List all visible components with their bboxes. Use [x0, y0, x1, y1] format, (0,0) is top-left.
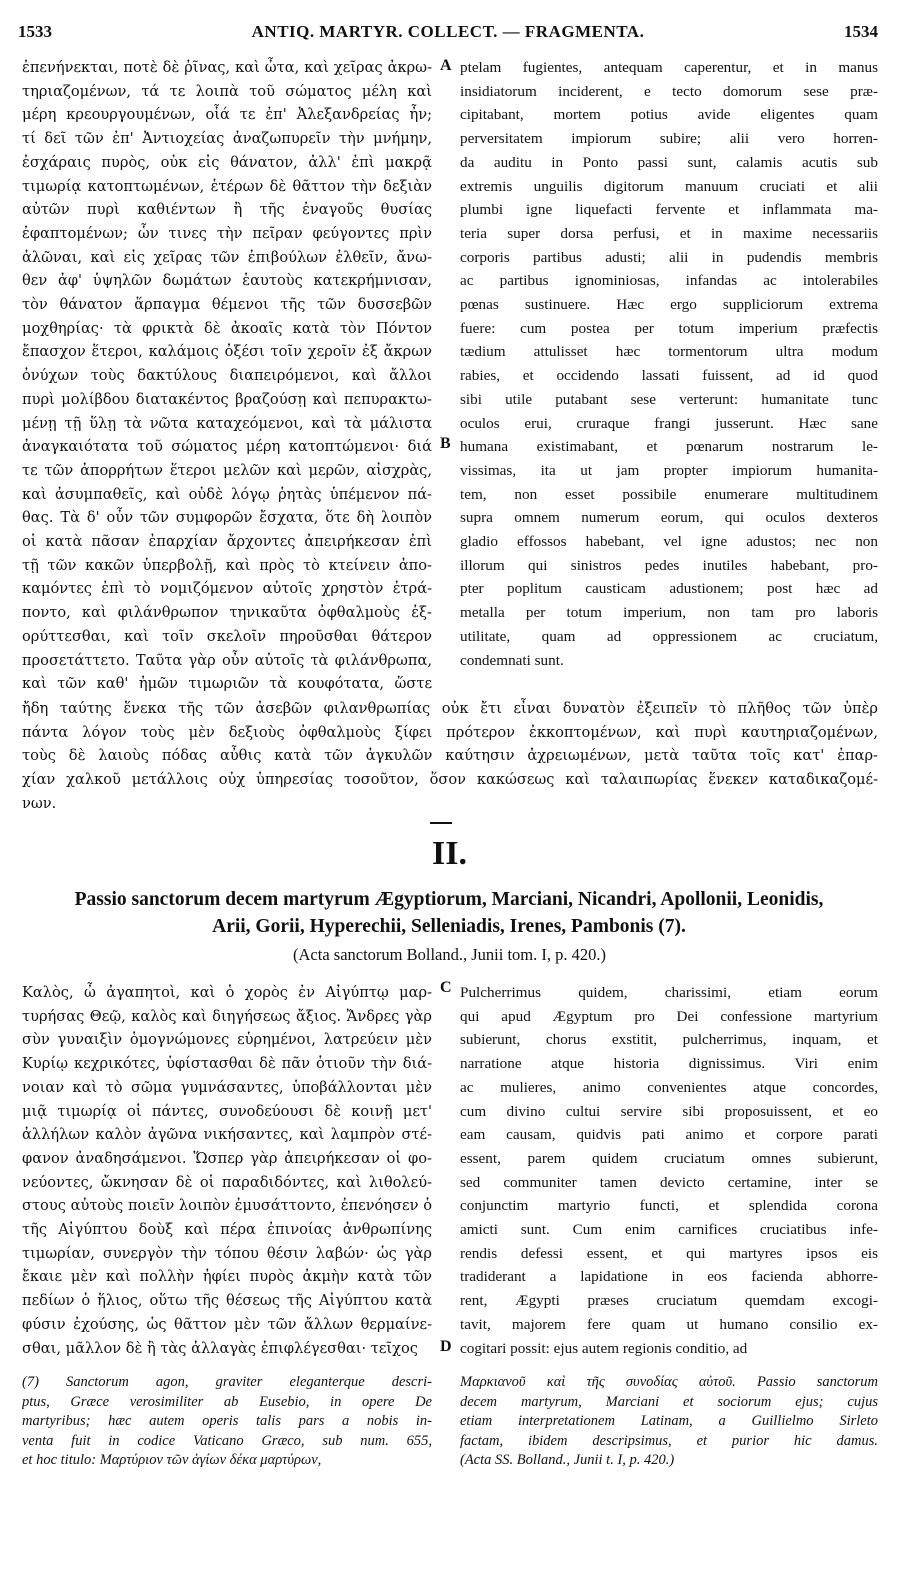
- right-page-number: 1534: [844, 22, 878, 41]
- text-line: condemnati sunt.: [460, 651, 564, 669]
- text-line: προσετάττετο. Ταῦτα γὰρ οὖν αὐτοῖς τὰ φιλάνθρωπα,: [22, 651, 432, 669]
- text-line: ὀνύχων τοὺς δακτύλους διαπειρόμενοι, καὶ ἄλλοι: [22, 367, 432, 385]
- text-line: utilitate, quam ad oppressionem ac cruciatum,: [460, 627, 878, 645]
- text-line: πάντα λόγον τοὺς μὲν δεξιοὺς ὀφθαλμοὺς ξίφει πρότερον ἐκκοπτομένων, καὶ πυρὶ καυτηριαζομένων,: [22, 723, 878, 741]
- text-line: pœnas sustinuere. Hæc ergo suppliciorum extrema: [460, 296, 878, 314]
- text-line: θεν ἀφ' ὑψηλῶν δωμάτων ἑαυτοὺς κατεκρήμνισαν,: [22, 272, 432, 290]
- text-line: τοὺς δὲ λαιοὺς πόδας αὖθις κατὰ τῶν ἀγκυλῶν καύτησιν ἀχρειωμένων, μετὰ ταῦτα τοῖς κατ' ἐπαρ-: [22, 747, 878, 765]
- text-line: qui apud Ægyptum pro Dei confessione martyrium: [460, 1007, 878, 1025]
- text-line: ἔπασχον ἕτεροι, καλάμοις ὀξέσι τοῖν χεροῖν ἐξ ἄκρων: [22, 343, 432, 361]
- section1-greek-column: [22, 56, 432, 696]
- text-line: ac mulieres, animo convenientes atque concordes,: [460, 1078, 878, 1096]
- left-page-number: 1533: [18, 22, 52, 41]
- section-numeral: II.: [432, 835, 467, 872]
- text-line: ἀναγκαιότατα τοῦ σώματος μέρη κατοπτώμενοι· διά: [22, 438, 432, 456]
- text-line: subierunt, chorus exstitit, pulcherrimus, inquam, et: [460, 1031, 878, 1049]
- text-line: Pulcherrimus quidem, charissimi, etiam eorum: [460, 984, 878, 1001]
- section2-latin-column: [460, 981, 878, 1360]
- text-line: τιμωρίαν, συνεργὸν τὴν τόπου θέσιν λαβών· ὡς γὰρ: [22, 1244, 432, 1262]
- footnote-line: Μαρκιανοῦ καὶ τῆς συνοδίας αὐτοῦ. Passio sanctorum: [460, 1374, 878, 1390]
- text-line: αὐτῶν πυρὶ καθιέντων ἢ τῆς ἐναγοῦς θυσίας: [22, 201, 432, 219]
- text-line: vissimas, ita ut jam propter impiorum humanita-: [460, 461, 878, 479]
- text-line: extremis unguilis digitorum manuum cruciati et alii: [460, 177, 878, 195]
- text-line: ptelam fugientes, antequam caperentur, et in manus: [460, 59, 878, 76]
- text-line: oculos erui, cruraque frangi jusserunt. Hæc sane: [460, 414, 878, 432]
- margin-marker-d: D: [440, 1338, 452, 1355]
- footnote-line: venta fuit in codice Vaticano Græco, sub num. 655,: [22, 1432, 432, 1449]
- text-line: perversitatem impiorum subire; alii vero horren-: [460, 130, 878, 148]
- text-line: amicti sunt. Cum enim carnifices cruciatibus infe-: [460, 1221, 878, 1239]
- text-line: sibi utile putabant sese verterunt: humanitate tunc: [460, 390, 878, 408]
- margin-marker-c: C: [440, 979, 452, 996]
- text-line: sed communiter tamen devicto certamine, inter se: [460, 1173, 878, 1191]
- text-line: eam causam, quidvis pati animo et corpore parati: [460, 1126, 878, 1144]
- text-line: τὸν θάνατον ἅρπαγμα θέμενοι τῆς τῶν δυσσεβῶν: [22, 296, 432, 314]
- section2-greek-column: [22, 981, 432, 1360]
- text-line: tædium attulisset hæc tormentorum ultra modum: [460, 343, 878, 361]
- running-header: [18, 22, 878, 48]
- text-line: φύσιν ἐχούσης, ὡς θᾶττον μὲν τῶν ἄλλων θερμαίνε-: [22, 1315, 432, 1333]
- text-line: Κυρίῳ κεχρικότες, ὑφίστασθαι δὲ πᾶν ὁτιοῦν τὴν διά-: [22, 1055, 432, 1073]
- text-line: gladio effossos habebant, vel igne adustos; nec non: [460, 533, 878, 551]
- text-line: φανον ἀναδησάμενοι. Ὥσπερ γὰρ ἀπειρήκεσαν οἱ φο-: [22, 1149, 432, 1167]
- text-line: οἱ κατὰ πᾶσαν ἐπαρχίαν ἄρχοντες ἀπειρήκεσαν ἐπὶ: [22, 533, 432, 551]
- text-line: μοχθηρίας· τὰ φρικτὰ δὲ ἀκοαῖς κατὰ τὸν Πόντον: [22, 319, 432, 337]
- text-line: humana existimabant, et pœnarum nostrarum le-: [460, 438, 878, 456]
- footnote-right: [460, 1373, 878, 1471]
- margin-marker-a: A: [440, 57, 452, 74]
- footnote-line: ptus, Græce verosimiliter ab Eusebio, in opere De: [22, 1393, 432, 1410]
- text-line: metalla per totum imperium, non tam pro laboris: [460, 604, 878, 622]
- text-line: καὶ ἀσυμπαθεῖς, καὶ οὐδὲ λόγῳ ῥητὰς ὑπέμενον πά-: [22, 485, 432, 503]
- text-line: μέρη κρεουργουμένων, οἷά τε ἐπ' Ἀλεξανδρείας ἦν;: [22, 106, 432, 124]
- footnote-line: decem martyrum, Marciani et sociorum ejus; cujus: [460, 1393, 878, 1410]
- text-line: cogitari possit: ejus autem regionis conditio, ad: [460, 1339, 748, 1357]
- text-line: plumbi igne liquefacti fervente et inflammata ma-: [460, 201, 878, 219]
- text-line: τε τῶν ἀπορρήτων ἕτεροι μελῶν καὶ μερῶν, αἰσχρὰς,: [22, 461, 432, 479]
- section-title-line-2: Arii, Gorii, Hyperechii, Selleniadis, Irenes, Pambonis (7).: [212, 916, 686, 937]
- text-line: καμόντες ἐπὶ τὸ νομιζόμενον αὐτοῖς χρηστὸν ἐτρά-: [22, 580, 432, 598]
- text-line: σὺν γυναιξὶν ὁμογνώμονες εὑρημένοι, λατρεύειν μὲν: [22, 1031, 432, 1049]
- text-line: καὶ τῶν καθ' ἡμῶν τιμωριῶν τὰ κουφότατα, ὥστε: [22, 675, 432, 693]
- text-line: χίαν χαλκοῦ μετάλλοις οὐχ ὑπηρεσίας τοσοῦτον, ὅσον κακώσεως καὶ ταλαιπωρίας ἕνεκεν καταδικαζομέ-: [22, 771, 878, 789]
- text-line: conjunctim martyrio functi, et splendida corona: [460, 1197, 878, 1215]
- text-line: σθαι, μᾶλλον δὲ ἢ τὰς ἀλλαγὰς ἐπιφλέγεσθαι· τεῖχος: [22, 1339, 418, 1357]
- text-line: μιᾷ τιμωρίᾳ οἱ πάντες, συνοδεύουσι δὲ κοινῇ μετ': [22, 1102, 432, 1120]
- text-line: narratione atque historia dignissimus. Viri enim: [460, 1055, 878, 1073]
- text-line: rabies, et occidendo lassati fuissent, ad id quod: [460, 367, 878, 385]
- text-line: τυρήσας Θεῷ, καλὸς καὶ διηγήσεως ἄξιος. Ἄνδρες γὰρ: [22, 1007, 432, 1025]
- text-line: τί δεῖ τῶν ἐπ' Ἀντιοχείας ἀναζωπυρεῖν τὴν μνήμην,: [22, 130, 432, 148]
- text-line: pter poplitum causticam adustionem; post hæc ad: [460, 580, 878, 598]
- text-line: τιμωρίᾳ κατοπτωμένων, ἑτέρων δὲ θᾶττον τὴν δεξιὰν: [22, 177, 432, 195]
- text-line: πεδίων ὁ ἥλιος, οὕτω τῆς θέσεως τῆς Αἰγύπτου κατὰ: [22, 1292, 432, 1310]
- text-line: θας. Τὰ δ' οὖν τῶν συμφορῶν ἔσχατα, ὅτε δὴ λοιπὸν: [22, 509, 432, 527]
- running-title: ANTIQ. MARTYR. COLLECT. — FRAGMENTA.: [251, 22, 645, 41]
- footnote-line: etiam interpretationem Latinam, a Guillielmo Sirleto: [460, 1413, 878, 1430]
- text-line: στους αὐτοὺς ποιεῖν λοιπὸν ἐμυσάττοντο, ἐπενόησεν ὁ: [22, 1197, 432, 1215]
- section1-latin-column: [460, 56, 878, 672]
- text-line: insidiatorum inciderent, e tecto domorum sese præ-: [460, 82, 878, 100]
- text-line: ac partibus ignominiosas, infandas ac intolerabiles: [460, 272, 878, 290]
- section1-full-width-text: [22, 697, 878, 816]
- text-line: μένῃ τῇ ὕλῃ τὰ νῶτα καταχεόμενοι, καὶ τὰ μάλιστα: [22, 414, 432, 432]
- section-divider: [430, 822, 452, 824]
- text-line: da auditu in Ponto passi sunt, calamis acutis sub: [460, 153, 878, 171]
- text-line: ποντο, καὶ φιλάνθρωπον τηνικαῦτα ὀφθαλμοὺς ἐξ-: [22, 604, 432, 622]
- text-line: ἐσχάραις πυρὸς, οὐκ εἰς θάνατον, ἀλλ' ἐπὶ μακρᾷ: [22, 153, 432, 171]
- text-line: πυρὶ μολίβδου διατακέντος βραζούσῃ καὶ πεπυρακτω-: [22, 390, 432, 408]
- text-line: tem, non esset possibile enumerare multitudinem: [460, 485, 878, 503]
- footnote-line: et hoc titulo: Μαρτύριον τῶν ἁγίων δέκα μαρτύρων,: [22, 1452, 322, 1469]
- text-line: ἔκαιε μὲν καὶ πολλὴν ἠφίει πυρὸς ἀκμὴν κατὰ τῶν: [22, 1268, 432, 1286]
- section-title-line-1: Passio sanctorum decem martyrum Ægyptiorum, Marciani, Nicandri, Apollonii, Leonidis,: [74, 889, 824, 910]
- text-line: fuere: cum postea per totum imperium præfectis: [460, 319, 878, 337]
- footnote-line: (Acta SS. Bolland., Junii t. I, p. 420.): [460, 1452, 675, 1469]
- text-line: corporis partibus adusti; alii in pudendis membris: [460, 248, 878, 266]
- footnote-line: (7) Sanctorum agon, graviter eleganterque descri-: [22, 1374, 432, 1390]
- text-line: νοιαν καὶ τὸ σῶμα γυμνάσαντες, ὑποβάλλονται μὲν: [22, 1078, 432, 1096]
- text-line: ἐπενήνεκται, ποτὲ δὲ ῥῖνας, καὶ ὦτα, καὶ χεῖρας ἀκρω-: [22, 59, 432, 76]
- text-line: ἀλλήλων καλὸν ἀγῶνα νικήσαντες, καὶ λαμπρὸν στέ-: [22, 1126, 432, 1144]
- footnote-line: factam, ibidem descripsimus, et purior hic damus.: [460, 1432, 878, 1449]
- text-line: τῆς Αἰγύπτου δοὺξ καὶ πέρα ἐπινοίας ἀνθρωπίνης: [22, 1221, 432, 1239]
- text-line: tradiderant a lapidatione in eos facienda abhorre-: [460, 1268, 878, 1286]
- text-line: τῇ τῶν κακῶν ὑπερβολῇ, καὶ πρὸς τὸ κτείνειν ἀπο-: [22, 556, 432, 574]
- text-line: teria super dorsa perfusi, et in maxime necessariis: [460, 224, 878, 242]
- text-line: ορύττεσθαι, καὶ τοῖν σκελοῖν πηροῦσθαι θάτερον: [22, 627, 432, 645]
- text-line: Καλὸς, ὦ ἀγαπητοὶ, καὶ ὁ χορὸς ἐν Αἰγύπτῳ μαρ-: [22, 984, 432, 1001]
- margin-marker-b: B: [440, 435, 451, 452]
- text-line: τηριαζομένων, τά τε λοιπὰ τοῦ σώματος μέλη καὶ: [22, 82, 432, 100]
- text-line: νων.: [22, 794, 57, 812]
- text-line: ἐφαπτομένων; ὧν τινες τὴν πεῖραν φεύγοντες πρὶν: [22, 224, 432, 242]
- footnote-line: martyribus; hæc autem operis talis pars a nobis in-: [22, 1413, 432, 1430]
- text-line: ἤδη ταύτης ἕνεκα τῆς τῶν ἀσεβῶν φιλανθρωπίας οὐκ ἔτι εἶναι δυνατὸν ἐξειπεῖν τὸ πλῆθος τῶν ὑπὲρ: [22, 700, 878, 717]
- text-line: illorum qui sinistros pedes inutiles habebant, pro-: [460, 556, 878, 574]
- text-line: νεύοντες, ὤκνησαν δὲ οἱ παραδιδόντες, καὶ λιθολεύ-: [22, 1173, 432, 1191]
- section-source: (Acta sanctorum Bolland., Junii tom. I, p. 420.): [293, 945, 606, 964]
- text-line: supra omnem numerum eorum, qui oculos dexteros: [460, 509, 878, 527]
- text-line: tavit, majorem fere quam ut humano consilio ex-: [460, 1315, 878, 1333]
- footnote-left: [22, 1373, 432, 1471]
- text-line: rendis defessi essent, et qui martyres ipsos eis: [460, 1244, 878, 1262]
- text-line: cum divino cultui servire sibi proposuissent, et eo: [460, 1102, 878, 1120]
- text-line: essent, parem quidem cruciatum omnes subierunt,: [460, 1149, 878, 1167]
- text-line: cipitabant, mortem potius avide eligentes quam: [460, 106, 878, 124]
- text-line: rent, Ægypti præses cruciatum quemdam excogi-: [460, 1292, 878, 1310]
- text-line: ἁλῶναι, καὶ εἰς χεῖρας τῶν ἐπιβούλων ἐλθεῖν, ἄνω-: [22, 248, 432, 266]
